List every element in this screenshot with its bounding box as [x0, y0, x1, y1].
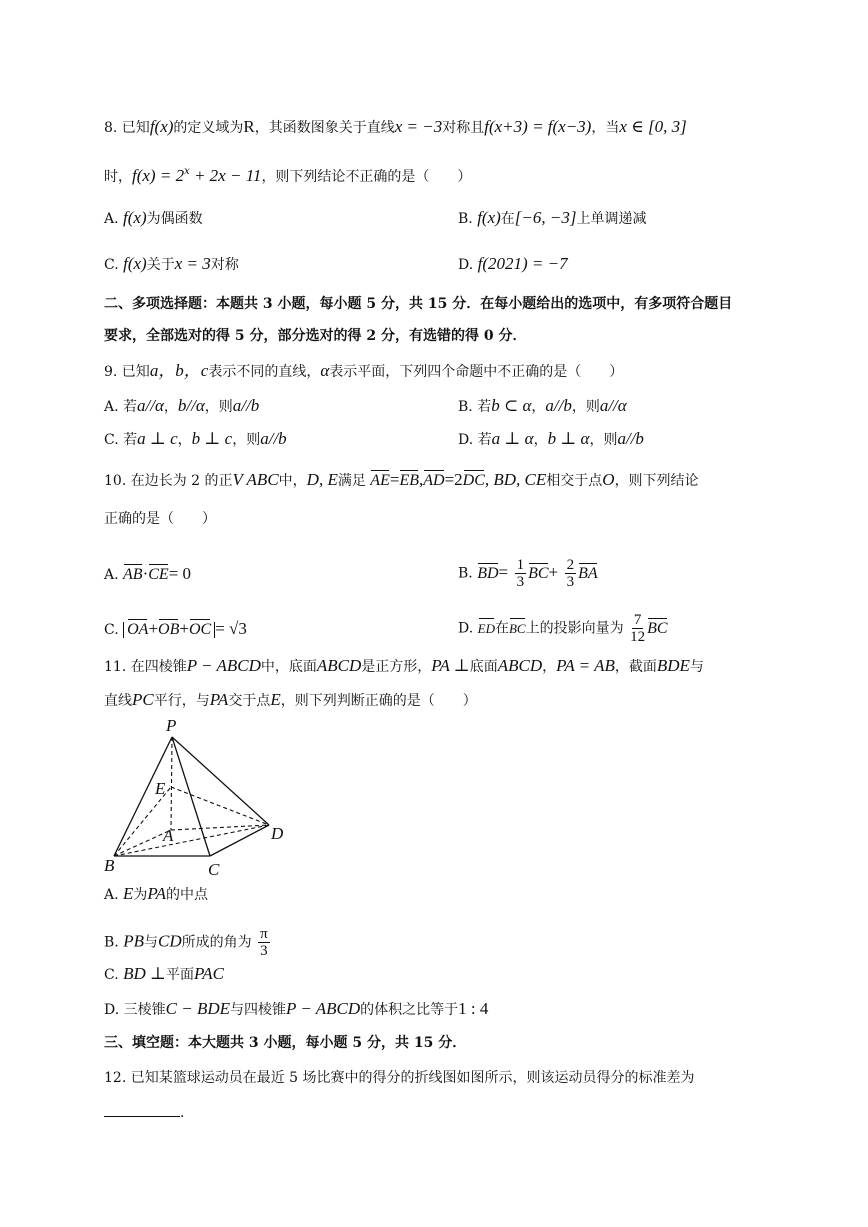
section3-heading: 三、填空题：本大题共 3 小题，每小题 5 分，共 15 分． [104, 1035, 467, 1051]
edge-PA-hidden [171, 737, 172, 830]
fraction-two-thirds: $\frac{2}{3}$ [566, 557, 575, 590]
section2-heading-line2: 要求，全部选对的得 5 分，部分选对的得 2 分，有选错的得 0 分． [104, 328, 527, 344]
q9-option-d: D. 若a ⊥ α，b ⊥ α，则a//b [458, 429, 644, 448]
q12-answer-line: ． [104, 1103, 194, 1123]
q11-stem-line2: 直线PC平行，与PA交于点E，则下列判断正确的是（ ） [104, 690, 477, 709]
fraction-pi-third: $\frac{\pi}{3}$ [260, 926, 268, 959]
label-C: C [208, 860, 220, 879]
diagonal-BD-hidden [114, 825, 269, 856]
q10-option-d: D. ED在BC上的投影向量为 $\frac{7}{12}$ BC [458, 612, 668, 645]
q9-stem: 9. 已知a，b，c表示不同的直线，α表示平面，下列四个命题中不正确的是（ ） [104, 361, 624, 380]
label-B: B [104, 856, 115, 875]
q10-stem-line1: 10. 在边长为 2 的正V ABC中，D, E满足 AE=EB,AD=2DC, BD, CE相交于点O，则下列结论 [104, 470, 699, 489]
q9-option-c: C. 若a ⊥ c，b ⊥ c，则a//b [104, 429, 287, 448]
q8-option-c: C. f(x)关于x = 3对称 [104, 254, 239, 273]
q11-option-b: B. PB与CD所成的角为 $\frac{\pi}{3}$ [104, 926, 268, 959]
edge-CD [210, 825, 269, 856]
q8-option-b: B. f(x)在[−6, −3]上单调递减 [458, 208, 647, 227]
q8-stem-line2: 时，$f(x) = 2^x + 2x - 11$，则下列结论不正确的是（ ） [104, 166, 472, 185]
fraction-seven-twelfths: $\frac{7}{12}$ [630, 612, 646, 645]
edge-ED-hidden [171, 787, 269, 825]
q11-option-d: D. 三棱锥C − BDE与四棱锥P − ABCD的体积之比等于1 : 4 [104, 999, 489, 1018]
section2-heading-line1: 二、多项选择题：本题共 3 小题，每小题 5 分，共 15 分．在每小题给出的选项中，有多项符合题目 [104, 296, 733, 312]
label-P: P [166, 716, 177, 735]
q10-option-b: B. BD= $\frac{1}{3}$ BC+ $\frac{2}{3}$ BA [458, 557, 598, 590]
q10-stem-line2: 正确的是（ ） [104, 511, 216, 527]
fraction-one-third: $\frac{1}{3}$ [516, 557, 525, 590]
q8-option-a: A. f(x)为偶函数 [104, 208, 203, 227]
label-D: D [271, 824, 284, 843]
q9-option-b: B. 若b ⊂ α，a//b，则a//α [458, 396, 627, 415]
q11-stem-line1: 11. 在四棱锥P − ABCD中，底面ABCD是正方形，PA ⊥底面ABCD，PA = AB，截面BDE与 [104, 656, 704, 675]
q12-stem: 12. 已知某篮球运动员在最近 5 场比赛中的得分的折线图如图所示，则该运动员得分的标准差为 [104, 1070, 695, 1086]
q10-option-c: C. OA+OB+OC = √3 [104, 619, 247, 638]
q11-option-c: C. BD ⊥平面PAC [104, 964, 224, 983]
q9-option-a: A. 若a//α，b//α，则a//b [104, 396, 260, 415]
q10-option-a: A. AB·CE= 0 [104, 564, 192, 583]
q8-option-d: D. f(2021) = −7 [458, 254, 568, 273]
label-E: E [155, 779, 166, 798]
pyramid-figure [100, 715, 300, 880]
q8-stem-line1: 8. 已知f(x)的定义域为R，其函数图象关于直线x = −3对称且f(x+3) = f(x−3)，当x ∈ [0, 3] [104, 117, 687, 136]
q11-option-a: A. E为PA的中点 [104, 884, 208, 903]
answer-blank[interactable] [104, 1116, 180, 1117]
label-A: A [163, 826, 174, 845]
